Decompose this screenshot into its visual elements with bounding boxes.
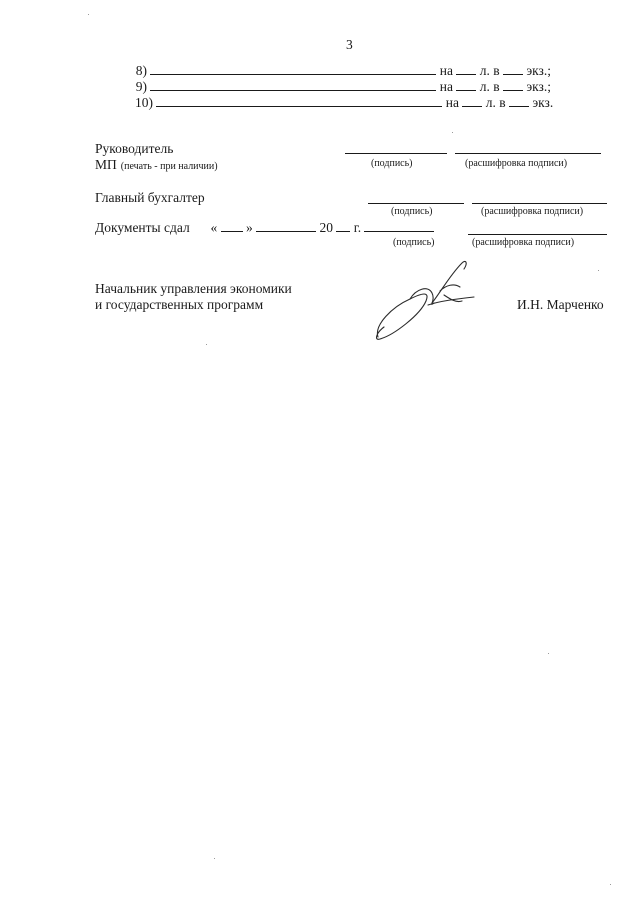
- scan-speck: [598, 270, 599, 271]
- scan-speck: [452, 132, 453, 133]
- list-item: [133, 62, 551, 79]
- approver-title-line1: Начальник управления экономики: [95, 281, 292, 296]
- list-item-number: 9): [135, 79, 147, 94]
- handover-decode-line: [468, 234, 607, 235]
- list-item: [133, 94, 553, 111]
- year-prefix: 20: [319, 220, 333, 235]
- accountant-title: Главный бухгалтер: [95, 190, 205, 205]
- on-label: на: [439, 63, 453, 78]
- stamp-line: [95, 156, 218, 174]
- document-name-blank: [150, 62, 436, 75]
- head-title: Руководитель: [95, 141, 174, 156]
- head-signature-caption: (подпись): [371, 158, 413, 169]
- sheets-label: л. в: [479, 63, 500, 78]
- approver-name: И.Н. Марченко: [517, 297, 604, 312]
- handover-line: [95, 219, 434, 236]
- sheets-label: л. в: [485, 95, 506, 110]
- head-signature-line: [345, 153, 447, 154]
- head-decode-line: [455, 153, 601, 154]
- on-label: на: [439, 79, 453, 94]
- close-quote: »: [245, 220, 253, 235]
- scan-speck: [610, 884, 611, 885]
- sheets-blank: [462, 94, 482, 107]
- mp-note: (печать - при наличии): [120, 161, 218, 172]
- copies-label: экз.;: [526, 63, 551, 78]
- handwritten-signature: [370, 255, 480, 345]
- accountant-signature-caption: (подпись): [391, 206, 433, 217]
- list-item-number: 10): [135, 95, 153, 110]
- year-suffix: г.: [353, 220, 362, 235]
- scan-speck: [548, 653, 549, 654]
- handover-label: Документы сдал: [95, 220, 190, 235]
- list-item-number: 8): [135, 63, 147, 78]
- scan-speck: [214, 858, 215, 859]
- sheets-label: л. в: [479, 79, 500, 94]
- approver-title-line2: и государственных программ: [95, 297, 264, 312]
- document-name-blank: [156, 94, 442, 107]
- copies-blank: [509, 94, 529, 107]
- month-blank: [256, 219, 316, 232]
- accountant-signature-line: [368, 203, 464, 204]
- accountant-decode-line: [472, 203, 607, 204]
- document-name-blank: [150, 78, 436, 91]
- list-item: [133, 78, 551, 95]
- page-number: 3: [346, 37, 353, 52]
- mp-label: МП: [95, 157, 117, 172]
- day-blank: [221, 219, 243, 232]
- accountant-decode-caption: (расшифровка подписи): [481, 206, 584, 217]
- copies-label: экз.: [532, 95, 554, 110]
- handover-decode-caption: (расшифровка подписи): [472, 237, 575, 248]
- handover-signature-blank: [364, 219, 434, 232]
- sheets-blank: [456, 62, 476, 75]
- handover-signature-caption: (подпись): [393, 237, 435, 248]
- scan-speck: [88, 14, 89, 15]
- copies-label: экз.;: [526, 79, 551, 94]
- open-quote: «: [210, 220, 218, 235]
- head-decode-caption: (расшифровка подписи): [465, 158, 568, 169]
- copies-blank: [503, 78, 523, 91]
- year-blank: [336, 219, 350, 232]
- on-label: на: [445, 95, 459, 110]
- sheets-blank: [456, 78, 476, 91]
- scan-speck: [206, 344, 207, 345]
- copies-blank: [503, 62, 523, 75]
